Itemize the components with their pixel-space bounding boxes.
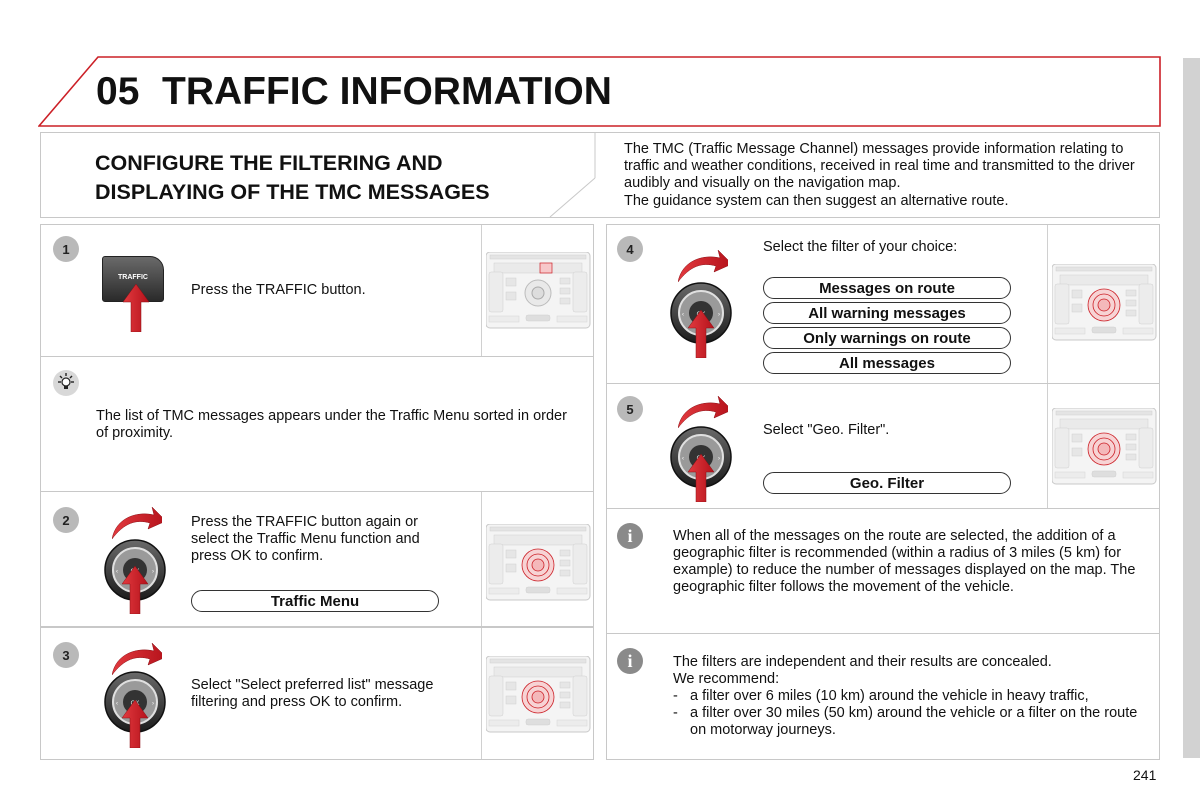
- filter-option-all-warning-messages[interactable]: All warning messages: [763, 302, 1011, 324]
- section-heading-line1: CONFIGURE THE FILTERING AND: [95, 151, 443, 175]
- traffic-menu-item[interactable]: Traffic Menu: [191, 590, 439, 612]
- list-item-text: a filter over 30 miles (50 km) around the vehicle or a filter on the route on motorway journeys.: [690, 705, 1138, 738]
- info-2-text: [673, 654, 1149, 739]
- traffic-button-label: TRAFFIC: [118, 274, 148, 281]
- info-2-line2: We recommend:: [673, 671, 780, 687]
- press-arrow-icon: [117, 700, 153, 748]
- intro-paragraph-2: The guidance system can then suggest an alternative route.: [624, 193, 1009, 209]
- intro-paragraph-1: The TMC (Traffic Message Channel) messages provide information relating to traffic and weather conditions, received in real time and transmitted to the driver audibly and visually on the navigation map.: [624, 141, 1135, 191]
- section-heading: [95, 149, 490, 207]
- radio-unit-2: [486, 524, 592, 602]
- section-heading-line2: DISPLAYING OF THE TMC MESSAGES: [95, 180, 490, 204]
- page-title: TRAFFIC INFORMATION: [162, 70, 612, 113]
- bullet-marker: -: [673, 688, 678, 704]
- press-arrow-icon: [117, 566, 153, 614]
- rotate-arrow-icon: [678, 394, 728, 428]
- chapter-tab: [1183, 58, 1200, 758]
- radio-unit-5: [1052, 408, 1158, 486]
- rotate-arrow-icon: [112, 505, 162, 539]
- list-item: [673, 688, 1149, 705]
- radio-unit-3: [486, 656, 592, 734]
- page-number: 241: [1133, 767, 1157, 783]
- step-5-text: Select "Geo. Filter".: [763, 422, 890, 438]
- info-2-line1: The filters are independent and their results are concealed.: [673, 654, 1052, 670]
- press-arrow-icon: [683, 310, 719, 358]
- lightbulb-icon: [52, 369, 80, 397]
- list-item: [673, 705, 1149, 739]
- step-1-text: Press the TRAFFIC button.: [191, 282, 366, 298]
- radio-unit-1: [486, 252, 592, 330]
- intro-divider: [540, 133, 602, 218]
- geo-filter-item[interactable]: Geo. Filter: [763, 472, 1011, 494]
- list-item-text: a filter over 6 miles (10 km) around the vehicle in heavy traffic,: [690, 688, 1089, 704]
- step-4-text: Select the filter of your choice:: [763, 239, 958, 255]
- step-3-badge: 3: [53, 642, 79, 668]
- filter-option-messages-on-route[interactable]: Messages on route: [763, 277, 1011, 299]
- step-5-badge: 5: [617, 396, 643, 422]
- step-3-text: Select "Select preferred list" message filtering and press OK to confirm.: [191, 677, 434, 710]
- rotate-arrow-icon: [678, 248, 728, 282]
- press-arrow-icon: [118, 284, 154, 332]
- bullet-marker: -: [673, 705, 678, 721]
- step-4-badge: 4: [617, 236, 643, 262]
- filter-option-all-messages[interactable]: All messages: [763, 352, 1011, 374]
- info-icon: i: [617, 648, 643, 674]
- step-2-text: Press the TRAFFIC button again or select the Traffic Menu function and press OK to confirm.: [191, 514, 420, 564]
- press-arrow-icon: [683, 454, 719, 502]
- tip-text: The list of TMC messages appears under the Traffic Menu sorted in order of proximity.: [96, 408, 567, 441]
- info-1-text: When all of the messages on the route are selected, the addition of a geographic filter is recommended (within a radius of 3 miles (5 km) for example) to reduce the number of messages displayed on the map. The geographic filter follows the movement of the vehicle.: [673, 528, 1136, 595]
- chapter-number: 05: [96, 70, 140, 113]
- filter-option-only-warnings-on-route[interactable]: Only warnings on route: [763, 327, 1011, 349]
- radio-unit-4: [1052, 264, 1158, 342]
- step-2-badge: 2: [53, 507, 79, 533]
- step-1-badge: 1: [53, 236, 79, 262]
- info-icon: i: [617, 523, 643, 549]
